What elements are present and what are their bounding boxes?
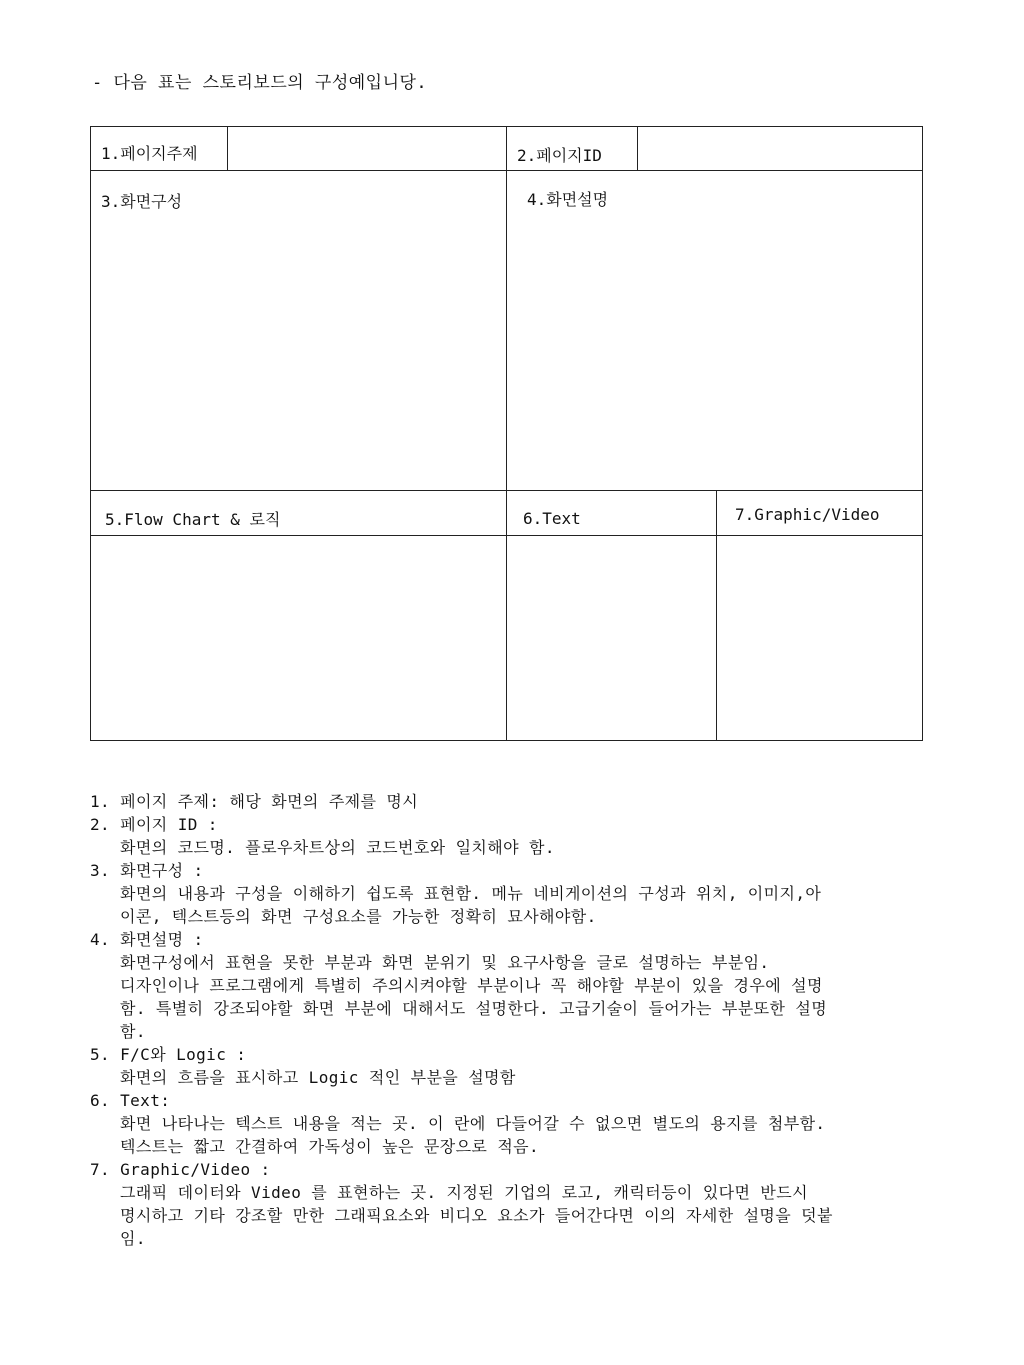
page-subject-label: 1.페이지주제 [101,144,198,163]
note-item [90,928,960,1043]
note-heading: 4. 화면설명 : [90,930,204,949]
note-item [90,1043,960,1089]
flow-label-cell [91,491,507,536]
graphic-label: 7.Graphic/Video [735,505,880,524]
note-item [90,1089,960,1158]
graphic-content-cell[interactable] [717,536,923,741]
page-subject-value [228,127,506,141]
page-id-label-cell [507,127,638,171]
screen-desc-label: 4.화면설명 [527,190,609,209]
screen-layout-label: 3.화면구성 [101,192,183,211]
note-body: 화면구성에서 표현을 못한 부분과 화면 분위기 및 요구사항을 글로 설명하는 부분임. 디자인이나 프로그램에게 특별히 주의시켜야할 부분이나 꼭 해야할 부분이 있을 경우에 설명 함. 특별히 강조되야할 화면 부분에 대해서도 설명한다. 고급기술이 들어가는 부분또한 설명 함. [120,953,828,1041]
note-body: 화면의 코드명. 플로우차트상의 코드번호와 일치해야 함. [120,838,555,857]
graphic-label-cell [717,491,923,536]
note-heading: 2. 페이지 ID : [90,815,218,834]
note-body: 화면의 내용과 구성을 이해하기 쉽도록 표현함. 메뉴 네비게이션의 구성과 위치, 이미지,아 이콘, 텍스트등의 화면 구성요소를 가능한 정확히 묘사해야함. [120,884,822,926]
note-heading: 7. Graphic/Video : [90,1160,271,1179]
page-id-label: 2.페이지ID [517,146,602,165]
page-id-value-cell[interactable] [638,127,923,171]
note-item [90,790,960,813]
flow-content-cell[interactable] [91,536,507,741]
note-item [90,1158,960,1250]
notes-list [90,790,960,1250]
note-heading: 3. 화면구성 : [90,861,204,880]
screen-desc-cell[interactable] [507,171,923,491]
note-item [90,859,960,928]
text-content-cell[interactable] [507,536,717,741]
page-id-value [638,127,922,141]
note-heading: 6. Text: [90,1091,171,1110]
note-item [90,813,960,859]
note-body: 그래픽 데이터와 Video 를 표현하는 곳. 지정된 기업의 로고, 캐릭터등이 있다면 반드시 명시하고 기타 강조할 만한 그래픽요소와 비디오 요소가 들어간다면 이의 자세한 설명을 덧붙 임. [120,1183,833,1248]
note-body: 화면 나타나는 텍스트 내용을 적는 곳. 이 란에 다들어갈 수 없으면 별도의 용지를 첨부함. 텍스트는 짧고 간결하여 가독성이 높은 문장으로 적음. [120,1114,826,1156]
flow-label: 5.Flow Chart & 로직 [105,510,281,529]
text-label: 6.Text [523,509,581,528]
storyboard-table [90,126,923,741]
note-heading: 5. F/C와 Logic : [90,1045,247,1064]
note-body: 화면의 흐름을 표시하고 Logic 적인 부분을 설명함 [120,1068,516,1087]
note-heading: 1. 페이지 주제: 해당 화면의 주제를 명시 [90,792,419,811]
intro-text: - 다음 표는 스토리보드의 구성예입니당. [92,73,428,93]
page-subject-label-cell [91,127,228,171]
text-label-cell [507,491,717,536]
page-subject-value-cell[interactable] [228,127,507,171]
screen-layout-cell[interactable] [91,171,507,491]
